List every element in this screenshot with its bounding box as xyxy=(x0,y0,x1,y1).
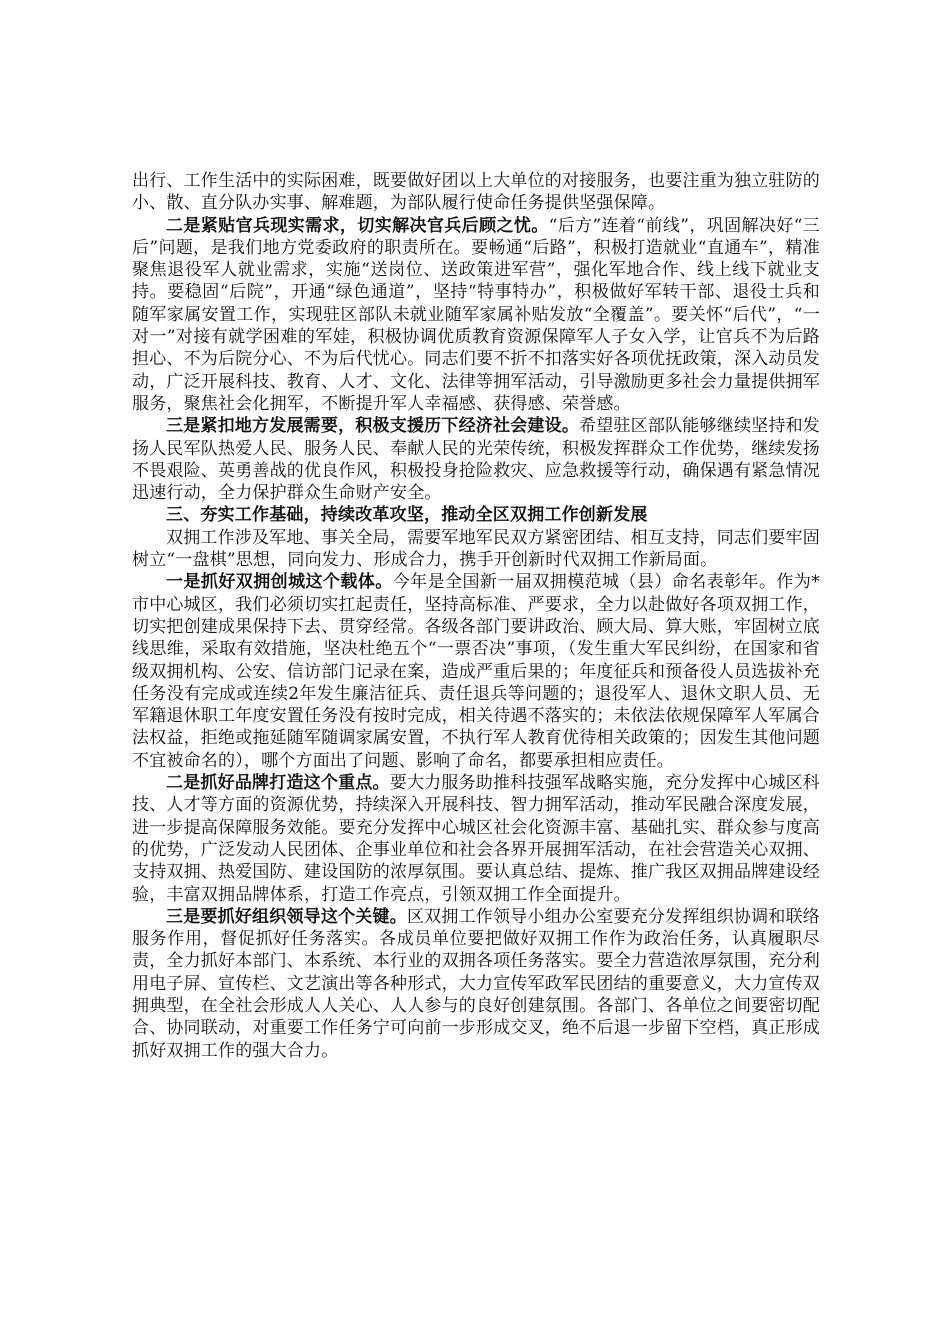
paragraph-point-1-model-city xyxy=(132,571,820,772)
paragraph-text: 希望驻区部队能够继续坚持和发扬人民军队热爱人民、服务人民、奉献人民的光荣传统，积极发挥群众工作优势，继续发扬不畏艰险、英勇善战的优良作风，积极投身抢险救灾、应急救援等行动，确保遇有紧急情况迅速行动，全力保护群众生命财产安全。 xyxy=(132,416,820,504)
paragraph-text: 今年是全国新一届双拥模范城（县）命名表彰年。作为*市中心城区，我们必须切实扛起责任，坚持高标准、严要求，全力以赴做好各项双拥工作，切实把创建成果保持下去、贯穿经常。各级各部门要讲政治、顾大局、算大账，牢固树立底线思维，采取有效措施，坚决杜绝五个“一票否决”事项，（发生重大军民纠纷，在国家和省级双拥机构、公安、信访部门记录在案，造成严重后果的；年度征兵和预备役人员选拔补充任务没有完成或连续2年发生廉洁征兵、责任退兵等问题的；退役军人、退休文职人员、无军籍退休职工年度安置任务没有按时完成，相关待遇不落实的；未依法依规保障军人军属合法权益，拒绝或拖延随军随调家属安置，不执行军人教育优待相关政策的；因发生其他问题不宜被命名的），哪个方面出了问题、影响了命名，都要承担相应责任。 xyxy=(132,572,821,771)
paragraph-lead: 三是要抓好组织领导这个关键。 xyxy=(166,906,407,927)
paragraph-lead: 一是抓好双拥创城这个载体。 xyxy=(166,572,393,593)
paragraph-lead: 二是紧贴官兵现实需求，切实解决官兵后顾之忧。 xyxy=(166,215,549,236)
paragraph-text: 区双拥工作领导小组办公室要充分发挥组织协调和联络服务作用，督促抓好任务落实。各成员单位要把做好双拥工作作为政治任务，认真履职尽责，全力抓好本部门、本系统、本行业的双拥各项任务落实。要全力营造浓厚氛围，充分利用电子屏、宣传栏、文艺演出等各种形式，大力宣传军政军民团结的重要意义，大力宣传双拥典型，在全社会形成人人关心、人人参与的良好创建氛围。各部门、各单位之间要密切配合、协同联动，对重要工作任务宁可向前一步形成交叉，绝不后退一步留下空档，真正形成抓好双拥工作的强大合力。 xyxy=(132,906,820,1061)
document-page xyxy=(132,170,820,1062)
paragraph-point-2-brand xyxy=(132,772,820,906)
paragraph-text: 双拥工作涉及军地、事关全局，需要军地军民双方紧密团结、相互支持，同志们要牢固树立“一盘棋”思想，同向发力、形成合力，携手开创新时代双拥工作新局面。 xyxy=(132,527,820,571)
paragraph-point-3-leadership xyxy=(132,906,820,1062)
paragraph-point-2-soldier-needs xyxy=(132,215,820,416)
paragraph-section-intro xyxy=(132,527,820,572)
paragraph-lead: 三是紧扣地方发展需要，积极支援历下经济社会建设。 xyxy=(166,416,580,437)
paragraph-lead: 二是抓好品牌打造这个重点。 xyxy=(166,773,390,794)
paragraph-text: 出行、工作生活中的实际困难，既要做好团以上大单位的对接服务，也要注重为独立驻防的小、散、直分队办实事、解难题，为部队履行使命任务提供坚强保障。 xyxy=(132,171,820,214)
paragraph-text: 要大力服务助推科技强军战略实施，充分发挥中心城区科技、人才等方面的资源优势，持续深入开展科技、智力拥军活动，推动军民融合深度发展，进一步提高保障服务效能。要充分发挥中心城区社会化资源丰富、基础扎实、群众参与度高的优势，广泛发动人民团体、企事业单位和社会各界开展拥军活动，在社会营造关心双拥、支持双拥、热爱国防、建设国防的浓厚氛围。要认真总结、提炼、推广我区双拥品牌建设经验，丰富双拥品牌体系，打造工作亮点，引领双拥工作全面提升。 xyxy=(132,773,821,905)
section-heading-3: 三、夯实工作基础，持续改革攻坚，推动全区双拥工作创新发展 xyxy=(166,505,648,526)
paragraph-continuation xyxy=(132,170,820,215)
paragraph-point-3-local-development xyxy=(132,415,820,504)
paragraph-text: “后方”连着“前线”，巩固解决好“三后”问题，是我们地方党委政府的职责所在。要畅通“后路”，积极打造就业“直通车”，精准聚焦退役军人就业需求，实施“送岗位、送政策进军营”，强化军地合作、线上线下就业支持。要稳固“后院”，开通“绿色通道”，坚持“特事特办”，积极做好军转干部、退役士兵和随军家属安置工作，实现驻区部队未就业随军家属补贴发放“全覆盖”。要关怀“后代”，“一对一”对接有就学困难的军娃，积极协调优质教育资源保障军人子女入学，让官兵不为后路担心、不为后院分心、不为后代忧心。同志们要不折不扣落实好各项优抚政策，深入动员发动，广泛开展科技、教育、人才、文化、法律等拥军活动，引导激励更多社会力量提供拥军服务，聚焦社会化拥军，不断提升军人幸福感、获得感、荣誉感。 xyxy=(132,215,820,414)
